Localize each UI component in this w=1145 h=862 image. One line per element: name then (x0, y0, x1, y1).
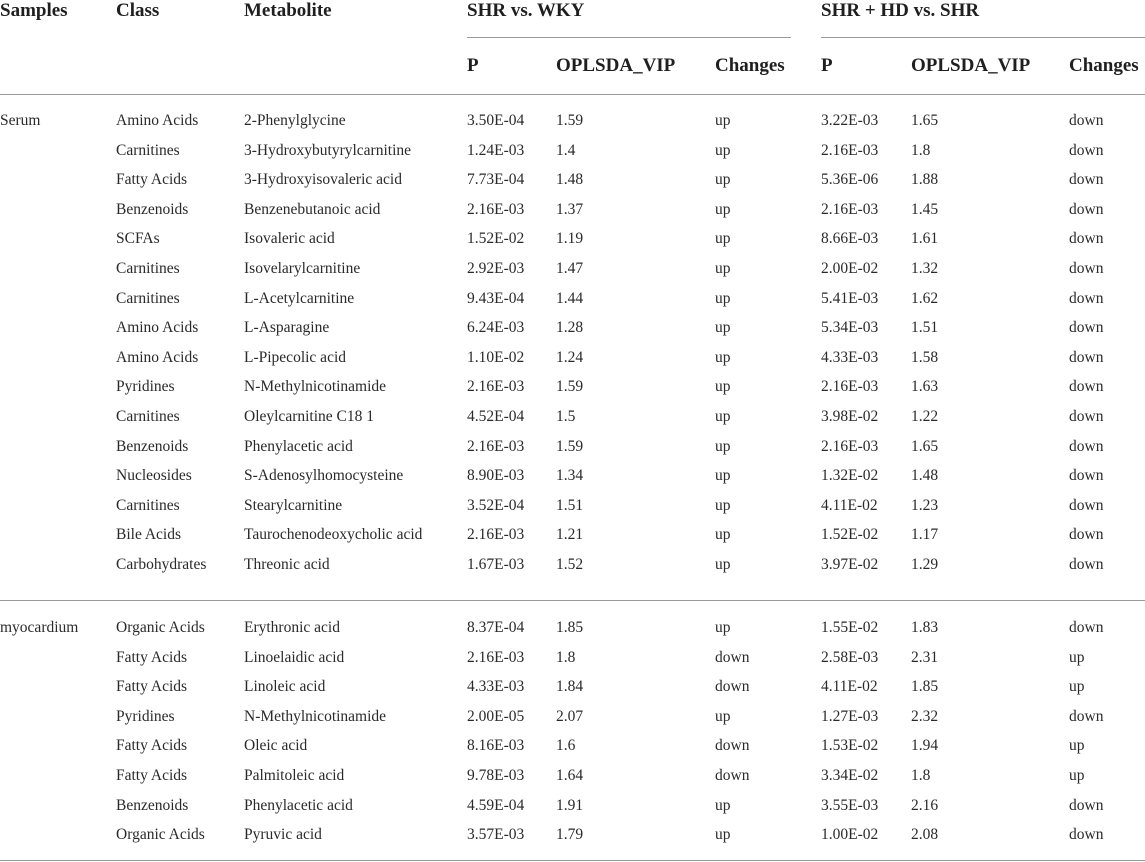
metabolite-cell: Erythronic acid (244, 619, 340, 636)
changes-cell-1: up (715, 348, 731, 366)
changes-cell-2: up (1069, 737, 1085, 755)
p-cell-1: 4.59E-04 (467, 796, 525, 814)
p-cell-2: 3.22E-03 (821, 112, 879, 129)
class-cell: Fatty Acids (116, 648, 188, 666)
metabolite-cell: Isovelarylcarnitine (244, 260, 361, 277)
p-cell-1: 1.67E-03 (467, 556, 525, 573)
vip-cell-2: 1.8 (911, 767, 931, 784)
changes-cell-1: up (715, 319, 731, 337)
vip-cell-1: 1.85 (556, 619, 584, 636)
vip-cell-2: 1.65 (911, 437, 939, 455)
changes-cell-1: up (715, 619, 731, 636)
metabolite-cell: Pyruvic acid (244, 826, 322, 844)
vip-cell-1: 1.44 (556, 289, 584, 307)
changes-cell-1: up (715, 496, 731, 514)
changes-cell-1: up (715, 141, 731, 159)
group2-underline (821, 37, 1145, 38)
metabolite-cell: Benzenebutanoic acid (244, 200, 381, 218)
vip-cell-1: 1.19 (556, 230, 584, 248)
p-cell-2: 5.41E-03 (821, 289, 879, 307)
changes-cell-2: down (1069, 289, 1104, 307)
p-cell-1: 2.92E-03 (467, 260, 525, 277)
vip-cell-1: 1.91 (556, 796, 584, 814)
changes-cell-1: up (715, 378, 731, 396)
header-vip-1: OPLSDA_VIP (556, 55, 676, 76)
vip-cell-1: 1.8 (556, 648, 576, 666)
p-cell-1: 6.24E-03 (467, 319, 525, 337)
changes-cell-2: down (1069, 112, 1104, 129)
class-cell: Organic Acids (116, 619, 205, 636)
vip-cell-2: 1.29 (911, 556, 939, 573)
vip-cell-1: 1.84 (556, 678, 584, 696)
p-cell-2: 1.27E-03 (821, 707, 879, 725)
changes-cell-2: down (1069, 348, 1104, 366)
vip-cell-2: 1.85 (911, 678, 939, 696)
changes-cell-1: down (715, 767, 750, 784)
header-samples: Samples (0, 0, 68, 21)
p-cell-2: 2.16E-03 (821, 200, 879, 218)
changes-cell-2: down (1069, 141, 1104, 159)
p-cell-2: 2.58E-03 (821, 648, 879, 666)
vip-cell-1: 1.79 (556, 826, 584, 844)
p-cell-2: 2.16E-03 (821, 141, 879, 159)
metabolite-cell: L-Pipecolic acid (244, 348, 346, 366)
vip-cell-1: 2.07 (556, 707, 584, 725)
header-changes-1: Changes (715, 55, 785, 76)
p-cell-1: 3.52E-04 (467, 496, 525, 514)
vip-cell-2: 1.58 (911, 348, 939, 366)
p-cell-1: 1.10E-02 (467, 348, 525, 366)
p-cell-2: 1.52E-02 (821, 526, 879, 544)
p-cell-2: 1.55E-02 (821, 619, 879, 636)
changes-cell-2: down (1069, 556, 1104, 573)
changes-cell-1: up (715, 526, 731, 544)
vip-cell-2: 1.62 (911, 289, 939, 307)
class-cell: Carnitines (116, 496, 180, 514)
changes-cell-2: up (1069, 767, 1085, 784)
changes-cell-2: down (1069, 230, 1104, 248)
changes-cell-1: up (715, 200, 731, 218)
vip-cell-2: 1.32 (911, 260, 939, 277)
p-cell-1: 2.16E-03 (467, 200, 525, 218)
changes-cell-2: down (1069, 171, 1104, 189)
changes-cell-2: up (1069, 648, 1085, 666)
vip-cell-1: 1.48 (556, 171, 584, 189)
p-cell-1: 9.78E-03 (467, 767, 525, 784)
vip-cell-1: 1.59 (556, 437, 584, 455)
vip-cell-1: 1.5 (556, 408, 576, 425)
changes-cell-2: down (1069, 408, 1104, 425)
vip-cell-1: 1.52 (556, 556, 584, 573)
header-rule (0, 94, 1145, 95)
changes-cell-1: down (715, 678, 750, 696)
metabolite-cell: L-Acetylcarnitine (244, 289, 355, 307)
changes-cell-1: up (715, 408, 731, 425)
p-cell-2: 1.00E-02 (821, 826, 879, 844)
p-cell-1: 3.50E-04 (467, 112, 525, 129)
vip-cell-2: 1.63 (911, 378, 939, 396)
sample-label: Serum (0, 112, 41, 129)
p-cell-2: 1.53E-02 (821, 737, 879, 755)
changes-cell-2: down (1069, 467, 1104, 485)
p-cell-1: 8.37E-04 (467, 619, 525, 636)
changes-cell-2: down (1069, 319, 1104, 337)
vip-cell-1: 1.47 (556, 260, 584, 277)
changes-cell-2: down (1069, 526, 1104, 544)
class-cell: Organic Acids (116, 826, 205, 844)
header-p-1: P (467, 55, 479, 76)
changes-cell-1: down (715, 737, 750, 755)
header-group-shr-hd-vs-shr: SHR + HD vs. SHR (821, 0, 980, 21)
vip-cell-2: 1.94 (911, 737, 939, 755)
changes-cell-2: down (1069, 378, 1104, 396)
changes-cell-2: down (1069, 200, 1104, 218)
p-cell-2: 5.34E-03 (821, 319, 879, 337)
p-cell-2: 3.98E-02 (821, 408, 879, 425)
p-cell-1: 2.16E-03 (467, 437, 525, 455)
header-group-shr-vs-wky: SHR vs. WKY (467, 0, 585, 21)
p-cell-1: 2.16E-03 (467, 526, 525, 544)
header-metabolite: Metabolite (244, 0, 332, 21)
changes-cell-1: up (715, 260, 731, 277)
changes-cell-1: down (715, 648, 750, 666)
vip-cell-2: 1.61 (911, 230, 939, 248)
class-cell: Amino Acids (116, 112, 199, 129)
vip-cell-2: 1.22 (911, 408, 939, 425)
p-cell-2: 4.11E-02 (821, 496, 878, 514)
class-cell: Benzenoids (116, 200, 189, 218)
changes-cell-1: up (715, 230, 731, 248)
changes-cell-1: up (715, 467, 731, 485)
class-cell: Amino Acids (116, 319, 199, 337)
p-cell-2: 2.16E-03 (821, 437, 879, 455)
class-cell: Carbohydrates (116, 556, 207, 573)
changes-cell-2: down (1069, 826, 1104, 844)
sample-label: myocardium (0, 619, 79, 636)
changes-cell-2: down (1069, 619, 1104, 636)
changes-cell-1: up (715, 437, 731, 455)
class-cell: Pyridines (116, 378, 175, 396)
p-cell-1: 9.43E-04 (467, 289, 525, 307)
vip-cell-2: 2.16 (911, 796, 939, 814)
header-changes-2: Changes (1069, 55, 1139, 76)
vip-cell-2: 1.45 (911, 200, 939, 218)
changes-cell-1: up (715, 796, 731, 814)
section-divider (0, 600, 1145, 601)
vip-cell-1: 1.64 (556, 767, 584, 784)
p-cell-1: 8.90E-03 (467, 467, 525, 485)
metabolite-cell: Phenylacetic acid (244, 437, 353, 455)
p-cell-2: 4.11E-02 (821, 678, 878, 696)
p-cell-2: 3.55E-03 (821, 796, 879, 814)
changes-cell-2: down (1069, 437, 1104, 455)
vip-cell-1: 1.21 (556, 526, 584, 544)
vip-cell-1: 1.51 (556, 496, 584, 514)
class-cell: Nucleosides (116, 467, 192, 485)
class-cell: Fatty Acids (116, 171, 188, 189)
changes-cell-2: down (1069, 707, 1104, 725)
p-cell-2: 3.34E-02 (821, 767, 879, 784)
changes-cell-1: up (715, 707, 731, 725)
p-cell-2: 3.97E-02 (821, 556, 879, 573)
vip-cell-2: 1.8 (911, 141, 931, 159)
vip-cell-1: 1.24 (556, 348, 584, 366)
changes-cell-1: up (715, 556, 731, 573)
metabolite-cell: 3-Hydroxyisovaleric acid (244, 171, 402, 189)
class-cell: Carnitines (116, 141, 180, 159)
metabolite-cell: Linoelaidic acid (244, 648, 345, 666)
vip-cell-1: 1.59 (556, 112, 584, 129)
vip-cell-2: 1.88 (911, 171, 939, 189)
metabolite-cell: Threonic acid (244, 556, 330, 573)
vip-cell-1: 1.6 (556, 737, 576, 755)
class-cell: Benzenoids (116, 796, 189, 814)
class-cell: Fatty Acids (116, 767, 188, 784)
p-cell-1: 7.73E-04 (467, 171, 525, 189)
metabolite-cell: L-Asparagine (244, 319, 330, 337)
p-cell-1: 2.16E-03 (467, 378, 525, 396)
p-cell-1: 1.52E-02 (467, 230, 525, 248)
class-cell: Fatty Acids (116, 737, 188, 755)
changes-cell-2: down (1069, 260, 1104, 277)
metabolite-cell: Linoleic acid (244, 678, 326, 696)
p-cell-2: 4.33E-03 (821, 348, 879, 366)
changes-cell-2: down (1069, 796, 1104, 814)
metabolite-cell: Taurochenodeoxycholic acid (244, 526, 423, 544)
metabolite-cell: Palmitoleic acid (244, 767, 345, 784)
vip-cell-2: 1.51 (911, 319, 939, 337)
metabolite-cell: 2-Phenylglycine (244, 112, 346, 129)
header-p-2: P (821, 55, 833, 76)
p-cell-1: 4.33E-03 (467, 678, 525, 696)
metabolite-cell: Phenylacetic acid (244, 796, 353, 814)
metabolite-cell: S-Adenosylhomocysteine (244, 467, 404, 485)
p-cell-1: 4.52E-04 (467, 408, 525, 425)
class-cell: Fatty Acids (116, 678, 188, 696)
vip-cell-2: 1.23 (911, 496, 939, 514)
class-cell: Pyridines (116, 707, 175, 725)
class-cell: Carnitines (116, 289, 180, 307)
vip-cell-2: 1.65 (911, 112, 939, 129)
p-cell-1: 1.24E-03 (467, 141, 525, 159)
metabolite-cell: Isovaleric acid (244, 230, 335, 248)
metabolite-cell: Oleylcarnitine C18 1 (244, 408, 374, 425)
p-cell-2: 8.66E-03 (821, 230, 879, 248)
vip-cell-2: 2.08 (911, 826, 939, 844)
metabolite-cell: N-Methylnicotinamide (244, 707, 387, 725)
vip-cell-2: 2.31 (911, 648, 939, 666)
changes-cell-1: up (715, 112, 731, 129)
changes-cell-1: up (715, 289, 731, 307)
p-cell-1: 2.16E-03 (467, 648, 525, 666)
metabolite-cell: Stearylcarnitine (244, 496, 343, 514)
metabolite-cell: 3-Hydroxybutyrylcarnitine (244, 141, 412, 159)
vip-cell-1: 1.59 (556, 378, 584, 396)
changes-cell-2: up (1069, 678, 1085, 696)
class-cell: Amino Acids (116, 348, 199, 366)
vip-cell-2: 1.17 (911, 526, 939, 544)
vip-cell-2: 1.48 (911, 467, 939, 485)
p-cell-2: 2.16E-03 (821, 378, 879, 396)
class-cell: Carnitines (116, 260, 180, 277)
p-cell-1: 8.16E-03 (467, 737, 525, 755)
p-cell-2: 2.00E-02 (821, 260, 879, 277)
vip-cell-1: 1.28 (556, 319, 584, 337)
class-cell: Bile Acids (116, 526, 182, 544)
p-cell-1: 2.00E-05 (467, 707, 525, 725)
group1-underline (467, 37, 791, 38)
class-cell: Benzenoids (116, 437, 189, 455)
metabolite-cell: Oleic acid (244, 737, 308, 755)
table-bottom-rule (0, 860, 1145, 861)
changes-cell-2: down (1069, 496, 1104, 514)
p-cell-2: 1.32E-02 (821, 467, 879, 485)
class-cell: SCFAs (116, 230, 160, 248)
p-cell-2: 5.36E-06 (821, 171, 879, 189)
metabolite-cell: N-Methylnicotinamide (244, 378, 387, 396)
vip-cell-1: 1.4 (556, 141, 576, 159)
header-vip-2: OPLSDA_VIP (911, 55, 1031, 76)
vip-cell-2: 1.83 (911, 619, 939, 636)
class-cell: Carnitines (116, 408, 180, 425)
header-class: Class (116, 0, 160, 21)
changes-cell-1: up (715, 826, 731, 844)
p-cell-1: 3.57E-03 (467, 826, 525, 844)
vip-cell-1: 1.37 (556, 200, 584, 218)
changes-cell-1: up (715, 171, 731, 189)
vip-cell-2: 2.32 (911, 707, 939, 725)
vip-cell-1: 1.34 (556, 467, 584, 485)
